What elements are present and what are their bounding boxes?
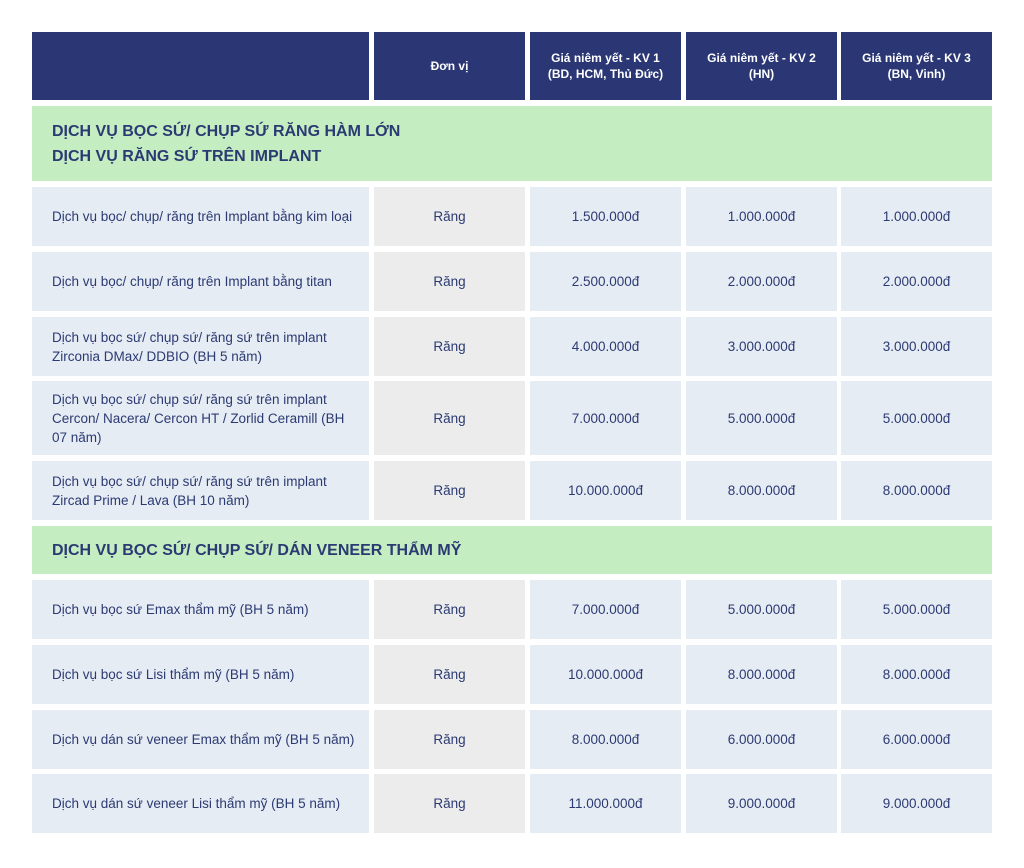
price-kv3: 9.000.000đ [841,774,992,833]
price-kv1: 2.500.000đ [530,252,681,311]
price-kv2: 9.000.000đ [686,774,837,833]
price-kv2: 6.000.000đ [686,710,837,769]
table-row [0,317,1024,376]
unit-cell: Răng [374,580,525,639]
section-heading-veneer [32,526,992,574]
unit-cell: Răng [374,645,525,704]
price-kv1: 7.000.000đ [530,580,681,639]
price-kv3: 1.000.000đ [841,187,992,246]
section-title-line1: DỊCH VỤ BỌC SỨ/ CHỤP SỨ/ DÁN VENEER THẨM MỸ [52,541,462,559]
section-title-line1: DỊCH VỤ BỌC SỨ/ CHỤP SỨ RĂNG HÀM LỚN [52,122,401,140]
table-row [0,461,1024,520]
price-kv2: 2.000.000đ [686,252,837,311]
table-row [0,710,1024,769]
service-name: Dịch vụ bọc sứ Emax thẩm mỹ (BH 5 năm) [32,580,369,639]
unit-cell: Răng [374,381,525,455]
price-kv3: 3.000.000đ [841,317,992,376]
unit-cell: Răng [374,710,525,769]
header-cell-service [32,32,369,100]
price-kv3: 8.000.000đ [841,461,992,520]
price-kv1: 1.500.000đ [530,187,681,246]
table-row [0,252,1024,311]
service-name: Dịch vụ bọc/ chụp/ răng trên Implant bằng kim loại [32,187,369,246]
price-kv3: 5.000.000đ [841,381,992,455]
service-name: Dịch vụ dán sứ veneer Lisi thẩm mỹ (BH 5 năm) [32,774,369,833]
section-title-line2: DỊCH VỤ RĂNG SỨ TRÊN IMPLANT [52,147,322,165]
service-name: Dịch vụ dán sứ veneer Emax thẩm mỹ (BH 5 năm) [32,710,369,769]
price-kv1: 4.000.000đ [530,317,681,376]
header-cell-kv2: Giá niêm yết - KV 2 (HN) [686,32,837,100]
price-kv1: 10.000.000đ [530,645,681,704]
service-name: Dịch vụ bọc sứ/ chụp sứ/ răng sứ trên implant Zircad Prime / Lava (BH 10 năm) [32,461,369,520]
price-kv3: 8.000.000đ [841,645,992,704]
table-row [0,645,1024,704]
unit-cell: Răng [374,461,525,520]
section-heading-implant [32,106,992,181]
service-name: Dịch vụ bọc/ chụp/ răng trên Implant bằng titan [32,252,369,311]
price-kv2: 3.000.000đ [686,317,837,376]
price-kv1: 8.000.000đ [530,710,681,769]
price-kv1: 10.000.000đ [530,461,681,520]
price-kv2: 5.000.000đ [686,381,837,455]
price-kv3: 5.000.000đ [841,580,992,639]
unit-cell: Răng [374,252,525,311]
header-cell-unit: Đơn vị [374,32,525,100]
price-kv2: 8.000.000đ [686,645,837,704]
unit-cell: Răng [374,187,525,246]
service-name: Dịch vụ bọc sứ/ chụp sứ/ răng sứ trên implant Zirconia DMax/ DDBIO (BH 5 năm) [32,317,369,376]
price-kv3: 6.000.000đ [841,710,992,769]
table-row [0,187,1024,246]
unit-cell: Răng [374,774,525,833]
price-kv3: 2.000.000đ [841,252,992,311]
service-name: Dịch vụ bọc sứ Lisi thẩm mỹ (BH 5 năm) [32,645,369,704]
unit-cell: Răng [374,317,525,376]
table-row [0,580,1024,639]
price-kv2: 1.000.000đ [686,187,837,246]
header-cell-kv3: Giá niêm yết - KV 3 (BN, Vinh) [841,32,992,100]
price-kv1: 11.000.000đ [530,774,681,833]
table-row [0,381,1024,455]
price-kv1: 7.000.000đ [530,381,681,455]
price-kv2: 8.000.000đ [686,461,837,520]
table-row [0,774,1024,833]
service-name: Dịch vụ bọc sứ/ chụp sứ/ răng sứ trên implant Cercon/ Nacera/ Cercon HT / Zorlid Ceramill (BH 07 năm) [32,381,369,455]
price-kv2: 5.000.000đ [686,580,837,639]
header-cell-kv1: Giá niêm yết - KV 1 (BD, HCM, Thủ Đức) [530,32,681,100]
